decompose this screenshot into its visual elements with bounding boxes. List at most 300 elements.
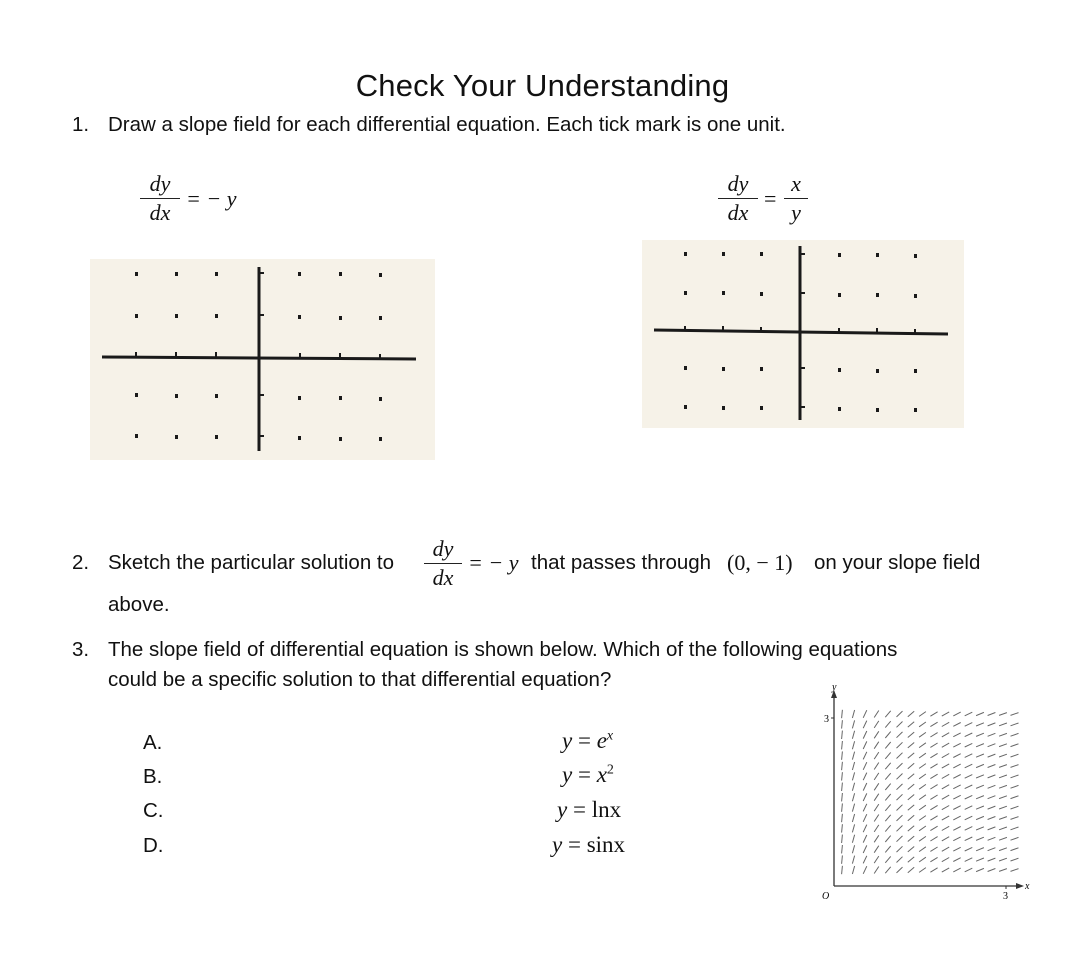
q3-slope-segment: [863, 866, 867, 874]
q3-slope-segment: [1011, 723, 1019, 726]
q3-slope-segment: [953, 827, 960, 831]
q3-slope-segment: [885, 752, 890, 758]
choice-d-rhs: sinx: [586, 832, 626, 857]
q2-text-after: on your slope field: [814, 551, 981, 574]
q3-slope-segment: [976, 775, 984, 778]
q3-slope-segment: [999, 858, 1007, 861]
q3-slope-segment: [897, 711, 903, 717]
choice-d-equation[interactable]: [552, 832, 625, 858]
choice-c-rel: =: [567, 797, 592, 822]
q3-slope-segment: [930, 753, 937, 757]
q3-slope-segment: [988, 827, 996, 830]
q3-slope-segment: [976, 806, 984, 809]
q3-slope-segment: [863, 783, 867, 791]
q3-slope-segment: [942, 806, 949, 810]
q3-slope-segment: [863, 804, 867, 812]
q3-slope-segment: [930, 795, 937, 799]
q3-slope-segment: [863, 845, 867, 853]
q3-slope-segment: [874, 846, 879, 853]
q3-slope-segment: [908, 774, 914, 779]
q3-slope-segment: [965, 712, 973, 716]
q3-slope-segment: [1011, 858, 1019, 861]
q3-slope-segment: [874, 742, 879, 749]
q3-slope-segment: [908, 805, 914, 810]
q3-slope-segment: [908, 753, 914, 758]
choice-b-sup: 2: [606, 762, 614, 778]
q3-slope-segment: [999, 733, 1007, 736]
q3-slope-segment: [930, 837, 937, 841]
q3-slope-segment: [842, 762, 843, 770]
q3-slope-segments: [842, 710, 1019, 874]
q3-slope-segment: [852, 845, 854, 853]
choice-c-letter[interactable]: C.: [143, 799, 164, 822]
q3-slope-segment: [842, 710, 843, 718]
q3-slope-segment: [930, 805, 937, 809]
q3-slope-segment: [919, 753, 926, 758]
q3-slope-segment: [874, 731, 879, 738]
q3-slope-segment: [919, 743, 926, 748]
q3-slope-segment: [885, 867, 890, 873]
q3-slope-segment: [919, 784, 926, 789]
q3-slope-segment: [999, 806, 1007, 809]
q3-slope-segment: [852, 804, 854, 812]
q3-slope-segment: [842, 845, 843, 853]
q3-slope-segment: [874, 856, 879, 863]
q3-slope-segment: [942, 733, 949, 737]
q3-slope-segment: [919, 722, 926, 727]
q3-slope-segment: [999, 796, 1007, 799]
q3-slope-segment: [942, 847, 949, 851]
q3-slope-segment: [999, 765, 1007, 768]
q3-slope-segment: [942, 712, 949, 716]
q3-slope-segment: [965, 743, 973, 747]
choice-a-rhs: e: [596, 728, 607, 753]
q3-slope-segment: [942, 795, 949, 799]
q3-slope-segment: [863, 814, 867, 822]
q3-slope-segment: [1011, 733, 1019, 736]
q3-slope-segment: [930, 816, 937, 820]
q3-slope-segment: [930, 764, 937, 768]
q3-slope-segment: [930, 733, 937, 737]
page-title: Check Your Understanding: [355, 68, 730, 103]
q3-slope-segment: [908, 815, 914, 820]
q3-slope-segment: [908, 857, 914, 862]
q3-slope-segment: [897, 722, 903, 728]
q3-slope-segment: [965, 827, 973, 831]
q3-slope-segment: [874, 752, 879, 759]
q3-slope-segment: [874, 825, 879, 832]
q3-slope-segment: [930, 857, 937, 861]
q3-slope-segment: [874, 711, 879, 718]
q1-text: Draw a slope field for each differential equation. Each tick mark is one unit.: [108, 113, 786, 136]
q3-slope-segment: [897, 794, 903, 800]
q3-slope-segment: [965, 806, 973, 810]
q3-slope-segment: [976, 816, 984, 819]
q3-slope-segment: [908, 722, 914, 727]
choice-b-lhs: y: [562, 762, 573, 787]
choice-a-rel: =: [572, 728, 597, 753]
q1-eq-b-rhs-num: x: [784, 170, 808, 199]
q3-slope-segment: [897, 805, 903, 811]
q3-slope-segment: [897, 815, 903, 821]
q3-slope-segment: [953, 837, 960, 841]
q3-slope-segment: [999, 869, 1007, 872]
q1-eq-b-den: dx: [727, 200, 749, 225]
q3-slope-segment: [919, 732, 926, 737]
q3-slope-segment: [897, 753, 903, 759]
q3-slope-segment: [999, 713, 1007, 716]
q3-slope-segment: [976, 868, 984, 871]
q3-slope-segment: [908, 836, 914, 841]
q3-slope-segment: [908, 711, 914, 716]
q3-line1: The slope field of differential equation is shown below. Which of the following equations: [108, 638, 898, 661]
q3-slope-segment: [852, 793, 854, 801]
q3-slope-segment: [976, 858, 984, 861]
q3-slope-segment: [852, 752, 854, 760]
q3-slope-segment: [885, 804, 890, 810]
q3-slope-segment: [999, 754, 1007, 757]
q3-slope-segment: [953, 847, 960, 851]
q3-slope-segment: [988, 744, 996, 747]
q3-x-tick-label: 3: [1003, 891, 1008, 902]
q3-slope-segment: [919, 857, 926, 862]
q3-slope-segment: [953, 743, 960, 747]
q3-slope-segment: [976, 754, 984, 757]
q3-slope-segment: [942, 868, 949, 872]
q3-slope-segment: [863, 835, 867, 843]
q3-slope-segment: [863, 773, 867, 781]
q3-slope-segment: [930, 868, 937, 872]
q3-slope-segment: [965, 754, 973, 758]
q3-slope-segment: [842, 824, 843, 832]
q3-slope-segment: [999, 744, 1007, 747]
q3-slope-segment: [988, 858, 996, 861]
q3-slope-segment: [919, 712, 926, 717]
q2-text-before: Sketch the particular solution to: [108, 551, 395, 574]
q3-slope-segment: [874, 763, 879, 770]
q2-point: (0, − 1): [727, 550, 793, 575]
q3-slope-segment: [919, 795, 926, 800]
q3-slope-segment: [965, 795, 973, 799]
q3-slope-segment: [930, 774, 937, 778]
choice-a-sup: x: [606, 728, 614, 744]
q3-slope-segment: [885, 815, 890, 821]
q3-slope-segment: [919, 847, 926, 852]
q3-slope-segment: [1011, 869, 1019, 872]
q3-slope-segment: [1011, 754, 1019, 757]
q3-slope-segment: [908, 795, 914, 800]
q3-slope-segment: [930, 826, 937, 830]
choice-a-lhs: y: [562, 728, 573, 753]
q3-plot-svg: [812, 680, 1034, 904]
q3-slope-segment: [842, 741, 843, 749]
choice-b-rhs: x: [596, 762, 607, 787]
q3-slope-segment: [919, 836, 926, 841]
q3-slope-segment: [976, 848, 984, 851]
q3-slope-segment: [885, 825, 890, 831]
q3-slope-segment: [842, 803, 843, 811]
choice-d-lhs: y: [552, 832, 563, 857]
q3-slope-segment: [976, 785, 984, 788]
q3-slope-segment: [852, 720, 854, 728]
q3-slope-segment: [908, 743, 914, 748]
q3-slope-segment: [988, 765, 996, 768]
q3-slope-segment: [988, 848, 996, 851]
q3-slope-segment: [897, 774, 903, 780]
q3-slope-segment: [874, 783, 879, 790]
q3-slope-segment: [842, 814, 843, 822]
q3-slope-segment: [874, 815, 879, 822]
q3-slope-segment: [988, 785, 996, 788]
q3-slope-segment: [999, 817, 1007, 820]
q3-slope-segment: [999, 837, 1007, 840]
q3-slope-segment: [919, 826, 926, 831]
choice-a-equation[interactable]: [562, 728, 613, 754]
q3-slope-segment: [885, 784, 890, 790]
q3-slope-segment: [988, 837, 996, 840]
q3-slope-segment: [942, 858, 949, 862]
q3-slope-segment: [885, 742, 890, 748]
q3-slope-segment: [852, 710, 854, 718]
q3-slope-segment: [908, 732, 914, 737]
q3-slope-segment: [874, 867, 879, 874]
q3-slope-segment: [976, 723, 984, 726]
q3-slope-segment: [897, 763, 903, 769]
q3-slope-segment: [897, 846, 903, 852]
q2-frac-num: dy: [424, 535, 462, 564]
q3-slope-segment: [842, 793, 843, 801]
q3-slope-segment: [953, 816, 960, 820]
q3-slope-segment: [852, 835, 854, 843]
q3-slope-segment: [885, 836, 890, 842]
q3-slope-segment: [930, 722, 937, 726]
q3-slope-segment: [852, 783, 854, 791]
q3-slope-segment: [908, 763, 914, 768]
q3-slope-segment: [953, 858, 960, 862]
q3-slope-segment: [852, 762, 854, 770]
q3-slope-segment: [953, 806, 960, 810]
q3-slope-segment: [842, 855, 843, 863]
q3-slope-segment: [852, 856, 854, 864]
q1-eq-b-rhs-fraction: [784, 170, 808, 227]
q3-slope-segment: [942, 826, 949, 830]
q3-slope-segment: [965, 847, 973, 851]
q3-slope-segment: [874, 804, 879, 811]
q3-slope-segment: [908, 867, 914, 872]
q3-slope-segment: [942, 837, 949, 841]
q3-slope-segment: [953, 712, 960, 716]
q3-slope-segment: [842, 720, 843, 728]
q3-slope-segment: [897, 826, 903, 832]
q3-slope-segment: [885, 846, 890, 852]
q3-slope-segment: [863, 731, 867, 739]
q3-slope-segment: [852, 772, 854, 780]
q3-slope-segment: [842, 866, 843, 874]
q3-slope-segment: [874, 773, 879, 780]
q3-slope-segment: [942, 764, 949, 768]
q3-slope-segment: [908, 784, 914, 789]
q3-slope-segment: [863, 710, 867, 718]
q3-slope-segment: [874, 794, 879, 801]
q3-slope-segment: [842, 731, 843, 739]
choice-c-equation[interactable]: [557, 797, 621, 823]
q2-text-line2: above.: [108, 593, 170, 616]
q3-slope-segment: [953, 868, 960, 872]
q1-eq-a-num: dy: [140, 170, 180, 199]
q3-slope-segment: [842, 783, 843, 791]
q3-slope-segment: [988, 723, 996, 726]
q3-slope-segment: [897, 732, 903, 738]
q3-slope-segment: [897, 836, 903, 842]
q3-origin-label: O: [822, 891, 830, 902]
q3-slope-segment: [919, 774, 926, 779]
q3-slope-segment: [885, 794, 890, 800]
q1-eq-b-num: dy: [718, 170, 758, 199]
q3-slope-segment: [885, 763, 890, 769]
q3-slope-segment: [1011, 827, 1019, 830]
q3-slope-segment: [919, 805, 926, 810]
q3-slope-segment: [999, 775, 1007, 778]
q1-eq-b-equals: =: [764, 186, 777, 211]
q3-slope-segment: [919, 868, 926, 873]
q3-slope-segment: [863, 856, 867, 864]
q3-slope-segment: [942, 816, 949, 820]
q3-slope-segment: [965, 733, 973, 737]
q3-slope-segment: [1011, 713, 1019, 716]
q3-slope-segment: [852, 824, 854, 832]
q3-slope-segment: [976, 744, 984, 747]
q3-slope-segment: [897, 742, 903, 748]
q3-slope-segment: [976, 712, 984, 715]
q3-slope-segment: [863, 741, 867, 749]
q3-slope-segment: [842, 835, 843, 843]
q3-slope-segment: [863, 762, 867, 770]
q3-slope-segment: [976, 764, 984, 767]
q3-slope-segment: [1011, 848, 1019, 851]
q3-slope-segment: [930, 847, 937, 851]
q3-slope-segment: [988, 713, 996, 716]
q3-slope-segment: [874, 835, 879, 842]
q1-eq-b-fraction: [718, 170, 758, 227]
q3-slope-segment: [942, 743, 949, 747]
q3-slope-segment: [908, 826, 914, 831]
q3-slope-segment: [1011, 837, 1019, 840]
q3-slope-field-plot: [812, 680, 1034, 904]
slope-field-grid-b[interactable]: [642, 240, 964, 428]
q3-number: 3.: [72, 638, 90, 661]
q3-slope-segment: [953, 785, 960, 789]
q3-x-axis-label: x: [1025, 881, 1030, 892]
q3-slope-segment: [897, 784, 903, 790]
q3-slope-segment: [965, 837, 973, 841]
q3-slope-segment: [1011, 744, 1019, 747]
grid-a-svg: [90, 259, 435, 460]
q3-slope-segment: [953, 723, 960, 727]
q3-slope-segment: [919, 764, 926, 769]
q3-slope-segment: [999, 848, 1007, 851]
q1-eq-b-rhs-den: y: [791, 200, 801, 225]
q3-slope-segment: [930, 785, 937, 789]
q2-rhs: = − y: [468, 550, 519, 575]
q3-slope-segment: [930, 712, 937, 716]
q3-slope-segment: [1011, 806, 1019, 809]
q1-eq-a-den: dx: [149, 200, 171, 225]
q3-slope-segment: [1011, 796, 1019, 799]
q3-slope-segment: [1011, 817, 1019, 820]
q3-slope-segment: [863, 793, 867, 801]
q3-slope-segment: [965, 723, 973, 727]
q3-slope-segment: [953, 754, 960, 758]
q1-eq-a-fraction: [140, 170, 180, 227]
choice-a-letter[interactable]: A.: [143, 731, 163, 754]
q3-y-tick-label: 3: [824, 714, 829, 725]
q3-slope-segment: [930, 743, 937, 747]
q3-slope-segment: [908, 847, 914, 852]
q2-text-mid: that passes through: [531, 551, 712, 574]
q3-slope-segment: [842, 751, 843, 759]
q2-fraction: [424, 535, 462, 592]
q2-frac-den: dx: [432, 565, 454, 590]
q3-slope-segment: [897, 867, 903, 873]
q3-slope-segment: [953, 764, 960, 768]
q3-slope-segment: [863, 825, 867, 833]
q3-slope-segment: [999, 827, 1007, 830]
q3-slope-segment: [842, 772, 843, 780]
q3-slope-segment: [965, 785, 973, 789]
q3-slope-segment: [1011, 775, 1019, 778]
choice-b-rel: =: [572, 762, 597, 787]
q3-slope-segment: [988, 796, 996, 799]
q3-slope-segment: [919, 816, 926, 821]
q3-slope-segment: [942, 754, 949, 758]
q3-slope-segment: [976, 827, 984, 830]
q3-slope-segment: [897, 857, 903, 863]
q3-x-axis-arrow: [1016, 883, 1024, 889]
q3-slope-segment: [885, 732, 890, 738]
q3-slope-segment: [953, 795, 960, 799]
q3-slope-segment: [999, 723, 1007, 726]
q3-slope-segment: [965, 868, 973, 872]
q3-slope-segment: [965, 775, 973, 779]
q3-slope-segment: [976, 796, 984, 799]
q3-slope-segment: [852, 741, 854, 749]
q3-slope-segment: [885, 711, 890, 717]
q3-slope-segment: [965, 816, 973, 820]
q3-slope-segment: [953, 775, 960, 779]
grid-b-svg: [642, 240, 964, 428]
q3-slope-segment: [863, 721, 867, 729]
q3-slope-segment: [942, 785, 949, 789]
choice-b-letter[interactable]: B.: [143, 765, 163, 788]
q3-slope-segment: [988, 806, 996, 809]
q3-y-axis-label: y: [832, 682, 837, 693]
slope-field-grid-a[interactable]: [90, 259, 435, 460]
q3-slope-segment: [863, 752, 867, 760]
choice-d-letter[interactable]: D.: [143, 834, 164, 857]
q3-slope-segment: [885, 773, 890, 779]
q3-slope-segment: [988, 733, 996, 736]
q3-line2: could be a specific solution to that differential equation?: [108, 668, 612, 691]
q3-slope-segment: [976, 837, 984, 840]
q3-slope-segment: [988, 869, 996, 872]
q3-slope-segment: [885, 856, 890, 862]
q3-slope-segment: [965, 858, 973, 862]
q3-slope-segment: [942, 722, 949, 726]
choice-d-rel: =: [562, 832, 587, 857]
choice-b-equation[interactable]: [562, 762, 614, 788]
q1-number: 1.: [72, 113, 90, 136]
q3-slope-segment: [999, 785, 1007, 788]
